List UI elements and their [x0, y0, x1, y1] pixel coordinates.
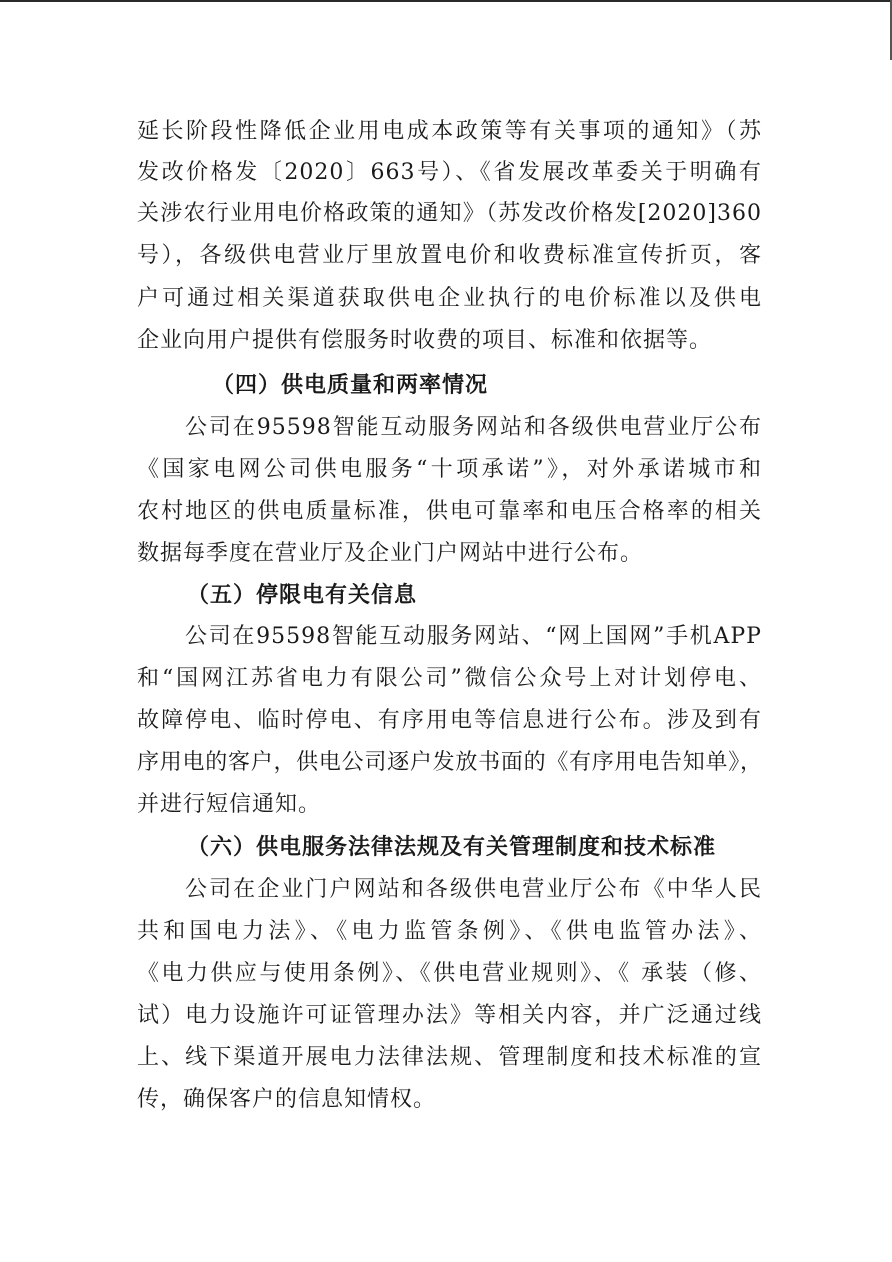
- paragraph-line: 传，确保客户的信息知情权。: [137, 1087, 437, 1112]
- intro-line: 延长阶段性降低企业用电成本政策等有关事项的通知》（苏: [137, 119, 762, 144]
- intro-line: 发改价格发〔2020〕663号）、《省发展改革委关于明确有: [137, 160, 762, 185]
- paragraph-line: 并进行短信通知。: [137, 792, 322, 817]
- paragraph-line: 序用电的客户，供电公司逐户发放书面的《有序用电告知单》，: [137, 750, 762, 775]
- paragraph-line: 和“国网江苏省电力有限公司”微信公众号上对计划停电、: [137, 666, 762, 691]
- paragraph-line: 《国家电网公司供电服务“十项承诺”》，对外承诺城市和: [137, 457, 762, 482]
- paragraph-line: 公司在95598智能互动服务网站、“网上国网”手机APP: [185, 624, 762, 649]
- paragraph-line: 《电力供应与使用条例》、《供电营业规则》、《 承装（修、: [137, 961, 762, 986]
- intro-line: 户可通过相关渠道获取供电企业执行的电价标准以及供电: [137, 286, 762, 311]
- section-heading: （四）供电质量和两率情况: [212, 372, 489, 398]
- paragraph-line: 上、线下渠道开展电力法律法规、管理制度和技术标准的宣: [137, 1045, 762, 1070]
- intro-line: 号），各级供电营业厅里放置电价和收费标准宣传折页，客: [137, 243, 762, 268]
- intro-line: 企业向用户提供有偿服务时收费的项目、标准和依据等。: [137, 328, 713, 353]
- paragraph-line: 故障停电、临时停电、有序用电等信息进行公布。涉及到有: [137, 708, 762, 733]
- paragraph-line: 数据每季度在营业厅及企业门户网站中进行公布。: [137, 541, 644, 566]
- intro-line: 关涉农行业用电价格政策的通知》（苏发改价格发[2020]360: [137, 201, 762, 226]
- paragraph-line: 农村地区的供电质量标准，供电可靠率和电压合格率的相关: [137, 499, 762, 524]
- section-heading: （六）供电服务法律法规及有关管理制度和技术标准: [187, 834, 717, 860]
- section-heading: （五）停限电有关信息: [187, 582, 418, 608]
- paragraph-line: 试）电力设施许可证管理办法》等相关内容，并广泛通过线: [137, 1003, 762, 1028]
- paragraph-line: 共和国电力法》、《电力监管条例》、《供电监管办法》、: [137, 919, 762, 944]
- paragraph-line: 公司在企业门户网站和各级供电营业厅公布《中华人民: [185, 877, 762, 902]
- paragraph-line: 公司在95598智能互动服务网站和各级供电营业厅公布: [185, 415, 762, 440]
- scan-edge-top: [0, 0, 892, 2]
